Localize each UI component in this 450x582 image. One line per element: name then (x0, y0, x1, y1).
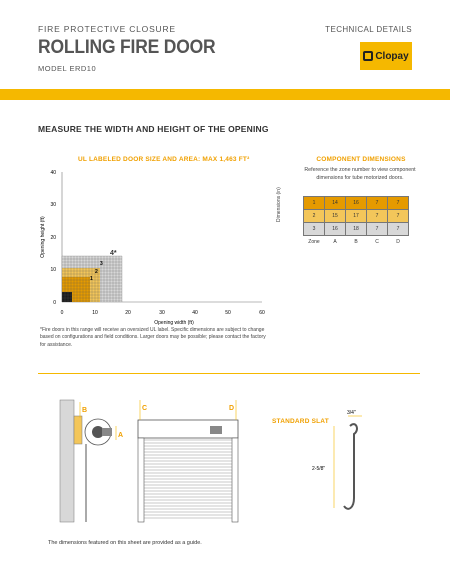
hood (138, 420, 238, 438)
slat-width-label: 3/4" (347, 410, 356, 416)
size-chart (36, 164, 268, 334)
table-cell: 7 (388, 197, 409, 210)
clopay-logo-icon (363, 51, 373, 61)
x-tick: 10 (92, 310, 98, 316)
door-slats (144, 440, 232, 518)
table-cell: 7 (388, 223, 409, 236)
slat-profile (310, 408, 380, 528)
y-ticks (50, 170, 56, 306)
slat-height-label: 2-5/8" (312, 466, 326, 472)
wall-section (60, 400, 74, 522)
table-cell: 16 (325, 223, 346, 236)
table-cell: 14 (325, 197, 346, 210)
component-title: COMPONENT DIMENSIONS (316, 156, 406, 163)
table-row (304, 210, 409, 223)
table-row (304, 223, 409, 236)
technical-details-label: TECHNICAL DETAILS (325, 25, 412, 34)
dim-label-b: B (82, 407, 88, 414)
wall-bracket (74, 416, 82, 444)
page-title: ROLLING FIRE DOOR (38, 37, 216, 58)
clopay-logo (360, 42, 412, 70)
table-footer-cell: A (333, 239, 337, 246)
x-tick: 40 (192, 310, 198, 316)
table-cell: 7 (367, 210, 388, 223)
x-tick: 50 (225, 310, 231, 316)
slat-title: STANDARD SLAT (272, 418, 329, 425)
guide-caption: The dimensions featured on this sheet are provided as a guide. (48, 540, 202, 546)
table-footer-cell: B (354, 239, 358, 246)
x-axis-label: Opening width (ft) (154, 320, 194, 326)
dim-label-c: C (142, 405, 148, 412)
table-cell: 7 (388, 210, 409, 223)
table-row (304, 197, 409, 210)
slat-curve (344, 424, 357, 509)
table-cell: 7 (367, 223, 388, 236)
table-footer-cell: C (375, 239, 379, 246)
front-motor (210, 426, 222, 434)
y-axis-label: Opening height (ft) (40, 216, 46, 258)
header-eyebrow: FIRE PROTECTIVE CLOSURE (38, 24, 176, 34)
table-footer-row (304, 236, 409, 249)
table-cell: 17 (346, 210, 367, 223)
x-tick: 30 (159, 310, 165, 316)
section-title: MEASURE THE WIDTH AND HEIGHT OF THE OPENING (38, 124, 269, 134)
left-guide (138, 438, 144, 522)
zone-label: 4* (110, 250, 117, 257)
y-tick: 10 (50, 267, 56, 273)
divider-rule (38, 373, 420, 374)
dim-label-a: A (118, 432, 124, 439)
x-ticks (61, 310, 265, 316)
motor-box (102, 428, 112, 436)
dimensions-axis-label: Dimensions (in) (276, 187, 282, 222)
right-guide (232, 438, 238, 522)
size-chart-title: UL LABELED DOOR SIZE AND AREA: MAX 1,463 FT² (78, 156, 250, 163)
x-tick: 0 (60, 310, 64, 316)
door-diagram (40, 388, 250, 528)
table-cell: 3 (304, 223, 325, 236)
logo-text: Clopay (375, 50, 409, 62)
zone-label: 3 (100, 261, 103, 267)
table-cell: 7 (367, 197, 388, 210)
y-tick: 30 (50, 202, 56, 208)
zone-1-area (62, 292, 72, 302)
accent-band (0, 89, 450, 100)
y-tick: 0 (53, 300, 56, 306)
table-cell: 18 (346, 223, 367, 236)
table-footer-cell: D (396, 239, 400, 246)
table-cell: 16 (346, 197, 367, 210)
table-cell: 15 (325, 210, 346, 223)
y-tick: 40 (50, 170, 56, 176)
y-tick: 20 (50, 235, 56, 241)
component-table (303, 196, 409, 249)
zone-label: 2 (95, 269, 98, 275)
zone-label: 1 (90, 276, 93, 282)
model-label: MODEL ERD10 (38, 64, 97, 73)
table-cell: 2 (304, 210, 325, 223)
dim-label-d: D (229, 405, 235, 412)
table-footer-cell: Zone (308, 239, 320, 246)
x-tick: 60 (259, 310, 265, 316)
x-tick: 20 (125, 310, 131, 316)
size-chart-footnote: *Fire doors in this range will receive an oversized UL label. Specific dimensions are subject to change based on configurations and field conditions. Larger doors may be possible; please contact the factory for assistance. (40, 327, 266, 348)
table-cell: 1 (304, 197, 325, 210)
component-description: Reference the zone number to view component dimensions for tube motorized doors. (304, 167, 416, 181)
